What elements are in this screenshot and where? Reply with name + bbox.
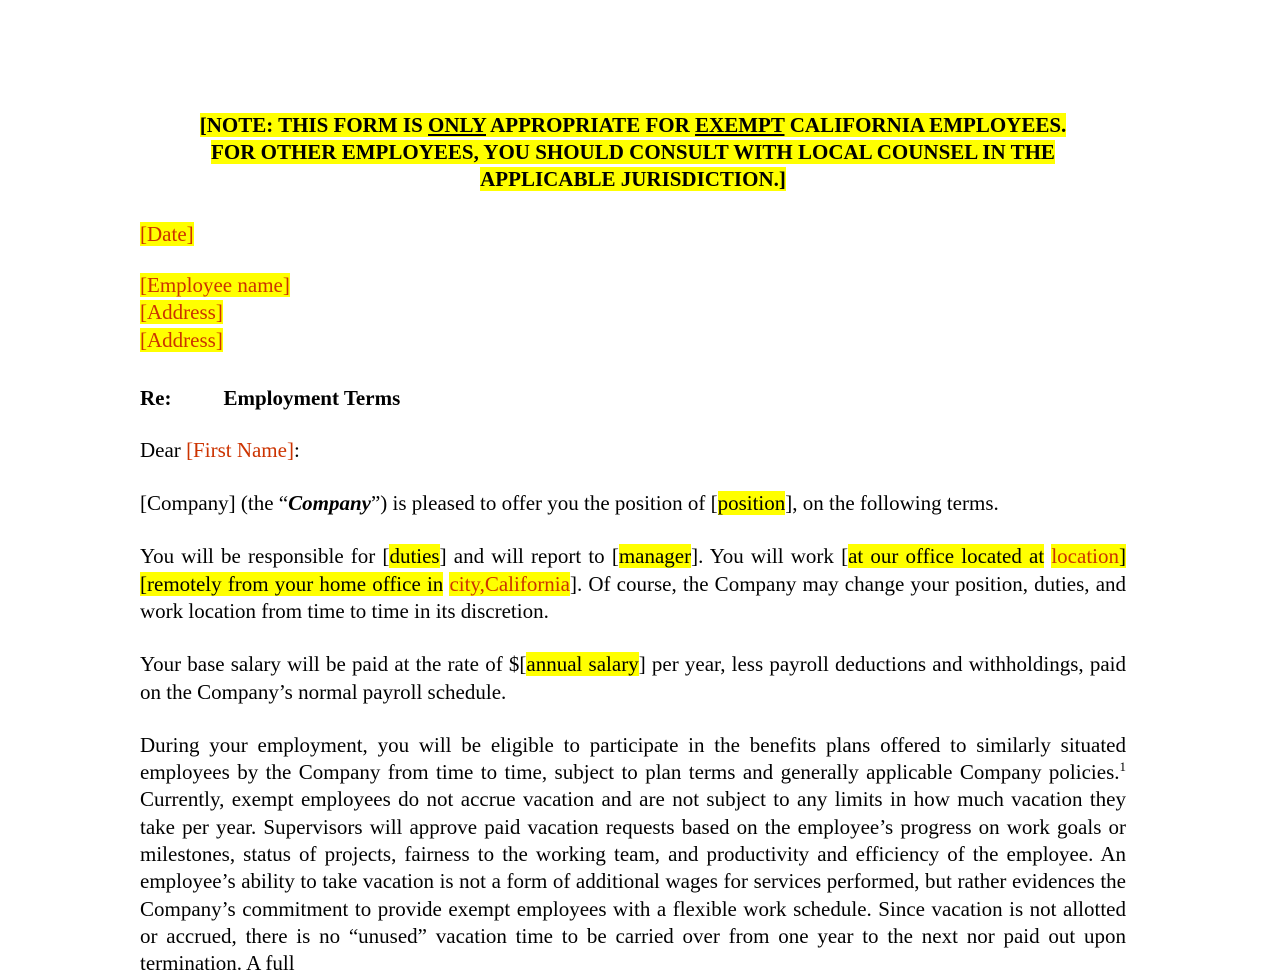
remote-option-text[interactable]: remotely from your home office in [147,571,444,596]
notice-line-1 [200,113,1067,137]
re-subject: Employment Terms [223,385,401,410]
duties-text-2: ] and will report to [ [439,544,619,569]
notice-exempt-word: EXEMPT [695,113,785,137]
paragraph-duties [140,543,1126,625]
notice-line1-post: CALIFORNIA EMPLOYEES. [784,113,1067,137]
address-field-2[interactable]: [Address] [140,327,223,352]
form-notice-heading [140,112,1126,193]
first-name-field[interactable]: [First Name] [186,437,294,462]
duties-field[interactable]: duties [389,544,440,569]
recipient-address-block [140,272,1126,354]
re-line [140,386,1126,411]
office-option-text[interactable]: at our office located at [848,544,1045,569]
date-block [140,221,1126,248]
salutation-line [140,437,1126,464]
duties-text-1: You will be responsible for [ [140,544,390,569]
notice-only-word: ONLY [428,113,486,137]
benefits-text-2: Currently, exempt employees do not accrue vacation and are not subject to any limits in how much vacation they take per year. Supervisors will approve paid vacation requests based on the employee’s progress on work goals or milestones, status of projects, fairness to the working team, and productivity and efficiency of the employee. An employee’s ability to take vacation is not a form of additional wages for services performed, but rather evidences the Company’s commitment to provide exempt employees with a flexible work schedule. Since vacation is not allotted or accrued, there is no “unused” vacation time to be carried over from one year to the next nor paid out upon termination. A full [140,787,1126,976]
date-field[interactable]: [Date] [140,221,194,246]
notice-line-2: FOR OTHER EMPLOYEES, YOU SHOULD CONSULT WITH LOCAL COUNSEL IN THE [211,139,1055,164]
offer-text-2: ”) is pleased to offer you the position of [ [370,491,718,516]
duties-text-3: ]. You will work [ [691,544,849,569]
salary-text-2: ] per year, less payroll deductions and withholdings, paid on the Company’s normal payroll schedule. [140,652,1127,704]
location-field[interactable]: location [1051,544,1119,569]
notice-line1-mid: APPROPRIATE FOR [486,113,696,137]
city-field[interactable]: city, [449,571,485,596]
option-separator: ][ [140,544,1126,596]
annual-salary-field[interactable]: annual salary [526,652,639,677]
notice-line1-pre: [NOTE: THIS FORM IS [199,113,429,137]
company-defined-term: Company [288,491,371,516]
re-label: Re: [140,385,172,410]
paragraph-offer [140,490,1126,517]
employee-name-field[interactable]: [Employee name] [140,272,290,297]
document-body [140,112,1126,978]
manager-field[interactable]: manager [618,544,692,569]
salary-text-1: Your base salary will be paid at the rate of $[ [140,652,527,677]
paragraph-benefits [140,732,1126,978]
offer-text-3: ], on the following terms. [785,491,999,516]
paragraph-salary [140,651,1126,706]
benefits-text-1: During your employment, you will be eligible to participate in the benefits plans offered to similarly situated employees by the Company from time to time, subject to plan terms and generally applicable Company policies. [140,732,1126,785]
duties-text-4: ]. Of course, the Company may change your position, duties, and work location from time to time in its discretion. [140,571,1127,623]
address-field-1[interactable]: [Address] [140,300,223,325]
state-text: California [484,571,570,596]
offer-text-1: [Company] (the “ [140,491,289,516]
salutation-colon: : [293,437,300,462]
footnote-marker: 1 [1119,759,1126,775]
notice-line-3: APPLICABLE JURISDICTION.] [480,166,786,191]
position-field[interactable]: position [717,491,786,516]
salutation-dear: Dear [140,437,187,462]
